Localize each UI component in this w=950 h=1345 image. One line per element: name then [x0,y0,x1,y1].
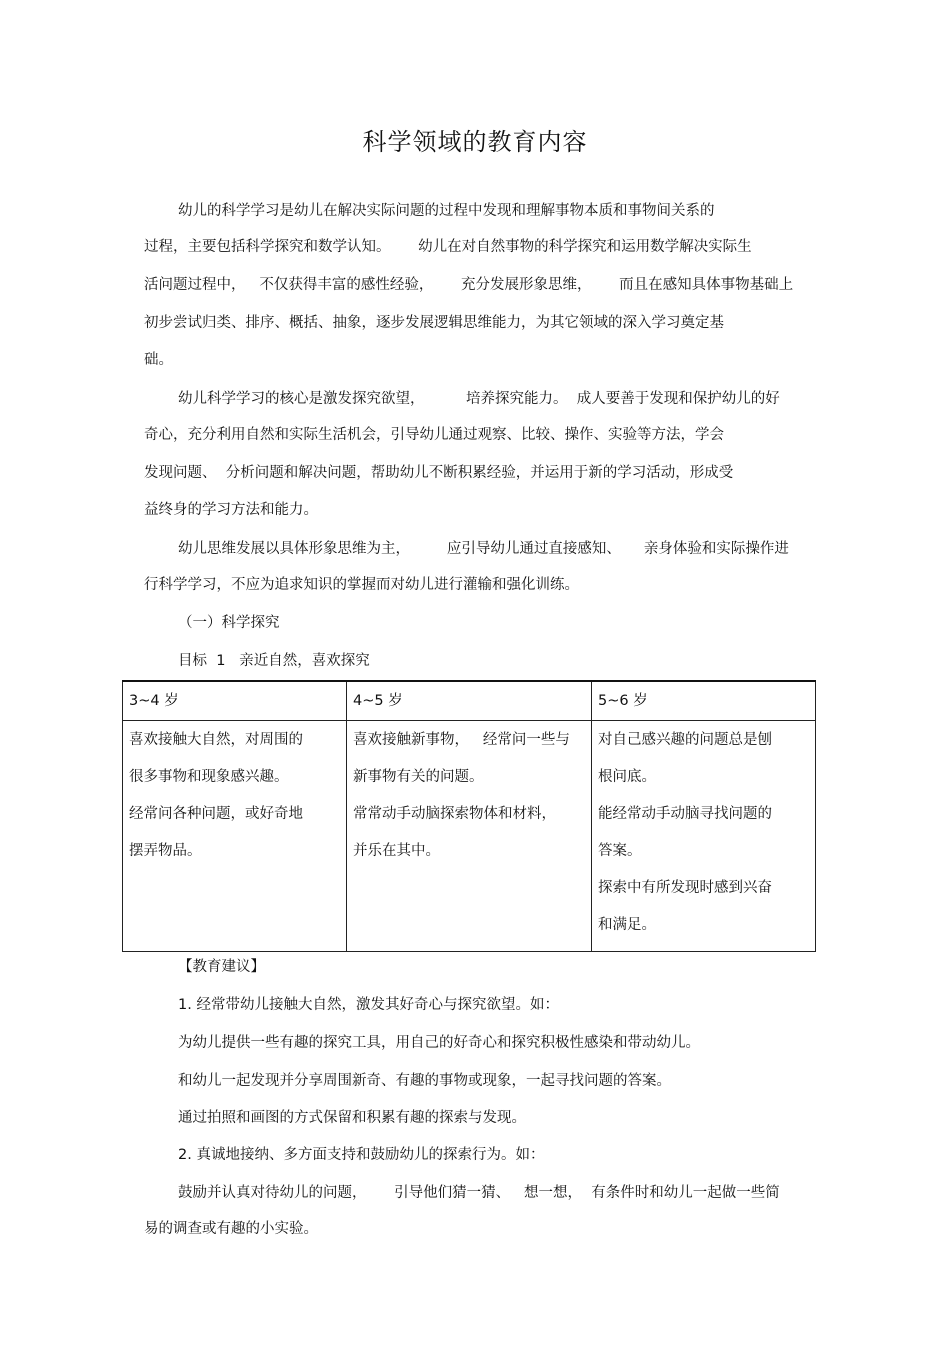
advice-2-line: 鼓励并认真对待幼儿的问题， 引导他们猜一猜、 想一想， 有条件时和幼儿一起做一些简 [178,1185,780,1201]
cell-line: 摆弄物品。 [129,843,202,859]
core-line: 奇心，充分利用自然和实际生活机会，引导幼儿通过观察、比较、操作、实验等方法，学会 [144,427,724,443]
advice-2-title: 2. 真诚地接纳、多方面支持和鼓励幼儿的探索行为。如： [178,1147,545,1163]
cell-line: 能经常动手动脑寻找问题的 [598,806,772,822]
age-4-5-header: 4~5 岁 [347,681,592,721]
intro-line: 幼儿的科学学习是幼儿在解决实际问题的过程中发现和理解事物本质和事物间关系的 [178,203,715,219]
intro-line: 初步尝试归类、排序、概括、抽象，逐步发展逻辑思维能力，为其它领域的深入学习奠定基 [144,315,724,331]
cell-line: 根问底。 [598,769,656,785]
cell-line: 新事物有关的问题。 [353,769,484,785]
core-line: 幼儿科学学习的核心是激发探究欲望， 培养探究能力。 成人要善于发现和保护幼儿的好 [178,391,780,407]
advice-1-title: 1. 经常带幼儿接触大自然，激发其好奇心与探究欲望。如： [178,997,559,1013]
table-row [123,721,816,952]
cell-line: 经常问各种问题，或好奇地 [129,806,303,822]
age-4-5-cell [347,721,592,952]
advice-heading: 【教育建议】 [178,959,265,975]
intro-line: 活问题过程中， 不仅获得丰富的感性经验， 充分发展形象思维， 而且在感知具体事物基础上 [144,277,794,293]
cell-line: 和满足。 [598,917,656,933]
core-line: 益终身的学习方法和能力。 [144,502,318,518]
section-heading: （一）科学探究 [178,615,280,631]
core-line: 发现问题、 分析问题和解决问题，帮助幼儿不断积累经验，并运用于新的学习活动，形成受 [144,465,734,481]
advice-2-line: 易的调查或有趣的小实验。 [144,1221,318,1237]
thinking-line: 幼儿思维发展以具体形象思维为主， 应引导幼儿通过直接感知、 亲身体验和实际操作进 [178,541,789,557]
age-5-6-cell [592,721,816,952]
intro-line: 过程，主要包括科学探究和数学认知。 幼儿在对自然事物的科学探究和运用数学解决实际生 [144,239,752,255]
cell-line: 很多事物和现象感兴趣。 [129,769,289,785]
cell-line: 常常动手动脑探索物体和材料， [353,806,556,822]
goals-table [122,680,816,952]
advice-1-item: 为幼儿提供一些有趣的探究工具，用自己的好奇心和探究积极性感染和带动幼儿。 [178,1035,700,1051]
advice-1-item: 通过拍照和画图的方式保留和积累有趣的探索与发现。 [178,1110,526,1126]
document-title: 科学领域的教育内容 [362,128,588,156]
table-header-row [123,681,816,721]
cell-line: 并乐在其中。 [353,843,440,859]
age-5-6-header: 5~6 岁 [592,681,816,721]
cell-line: 喜欢接触大自然，对周围的 [129,732,303,748]
cell-line: 喜欢接触新事物， 经常问一些与 [353,732,570,748]
age-3-4-cell [123,721,347,952]
cell-line: 探索中有所发现时感到兴奋 [598,880,772,896]
age-3-4-header: 3~4 岁 [123,681,347,721]
advice-1-item: 和幼儿一起发现并分享周围新奇、有趣的事物或现象，一起寻找问题的答案。 [178,1073,671,1089]
cell-line: 对自己感兴趣的问题总是刨 [598,732,772,748]
thinking-line: 行科学学习，不应为追求知识的掌握而对幼儿进行灌输和强化训练。 [144,577,579,593]
intro-line: 础。 [144,352,173,368]
goal-heading: 目标 1 亲近自然，喜欢探究 [178,653,370,669]
cell-line: 答案。 [598,843,642,859]
